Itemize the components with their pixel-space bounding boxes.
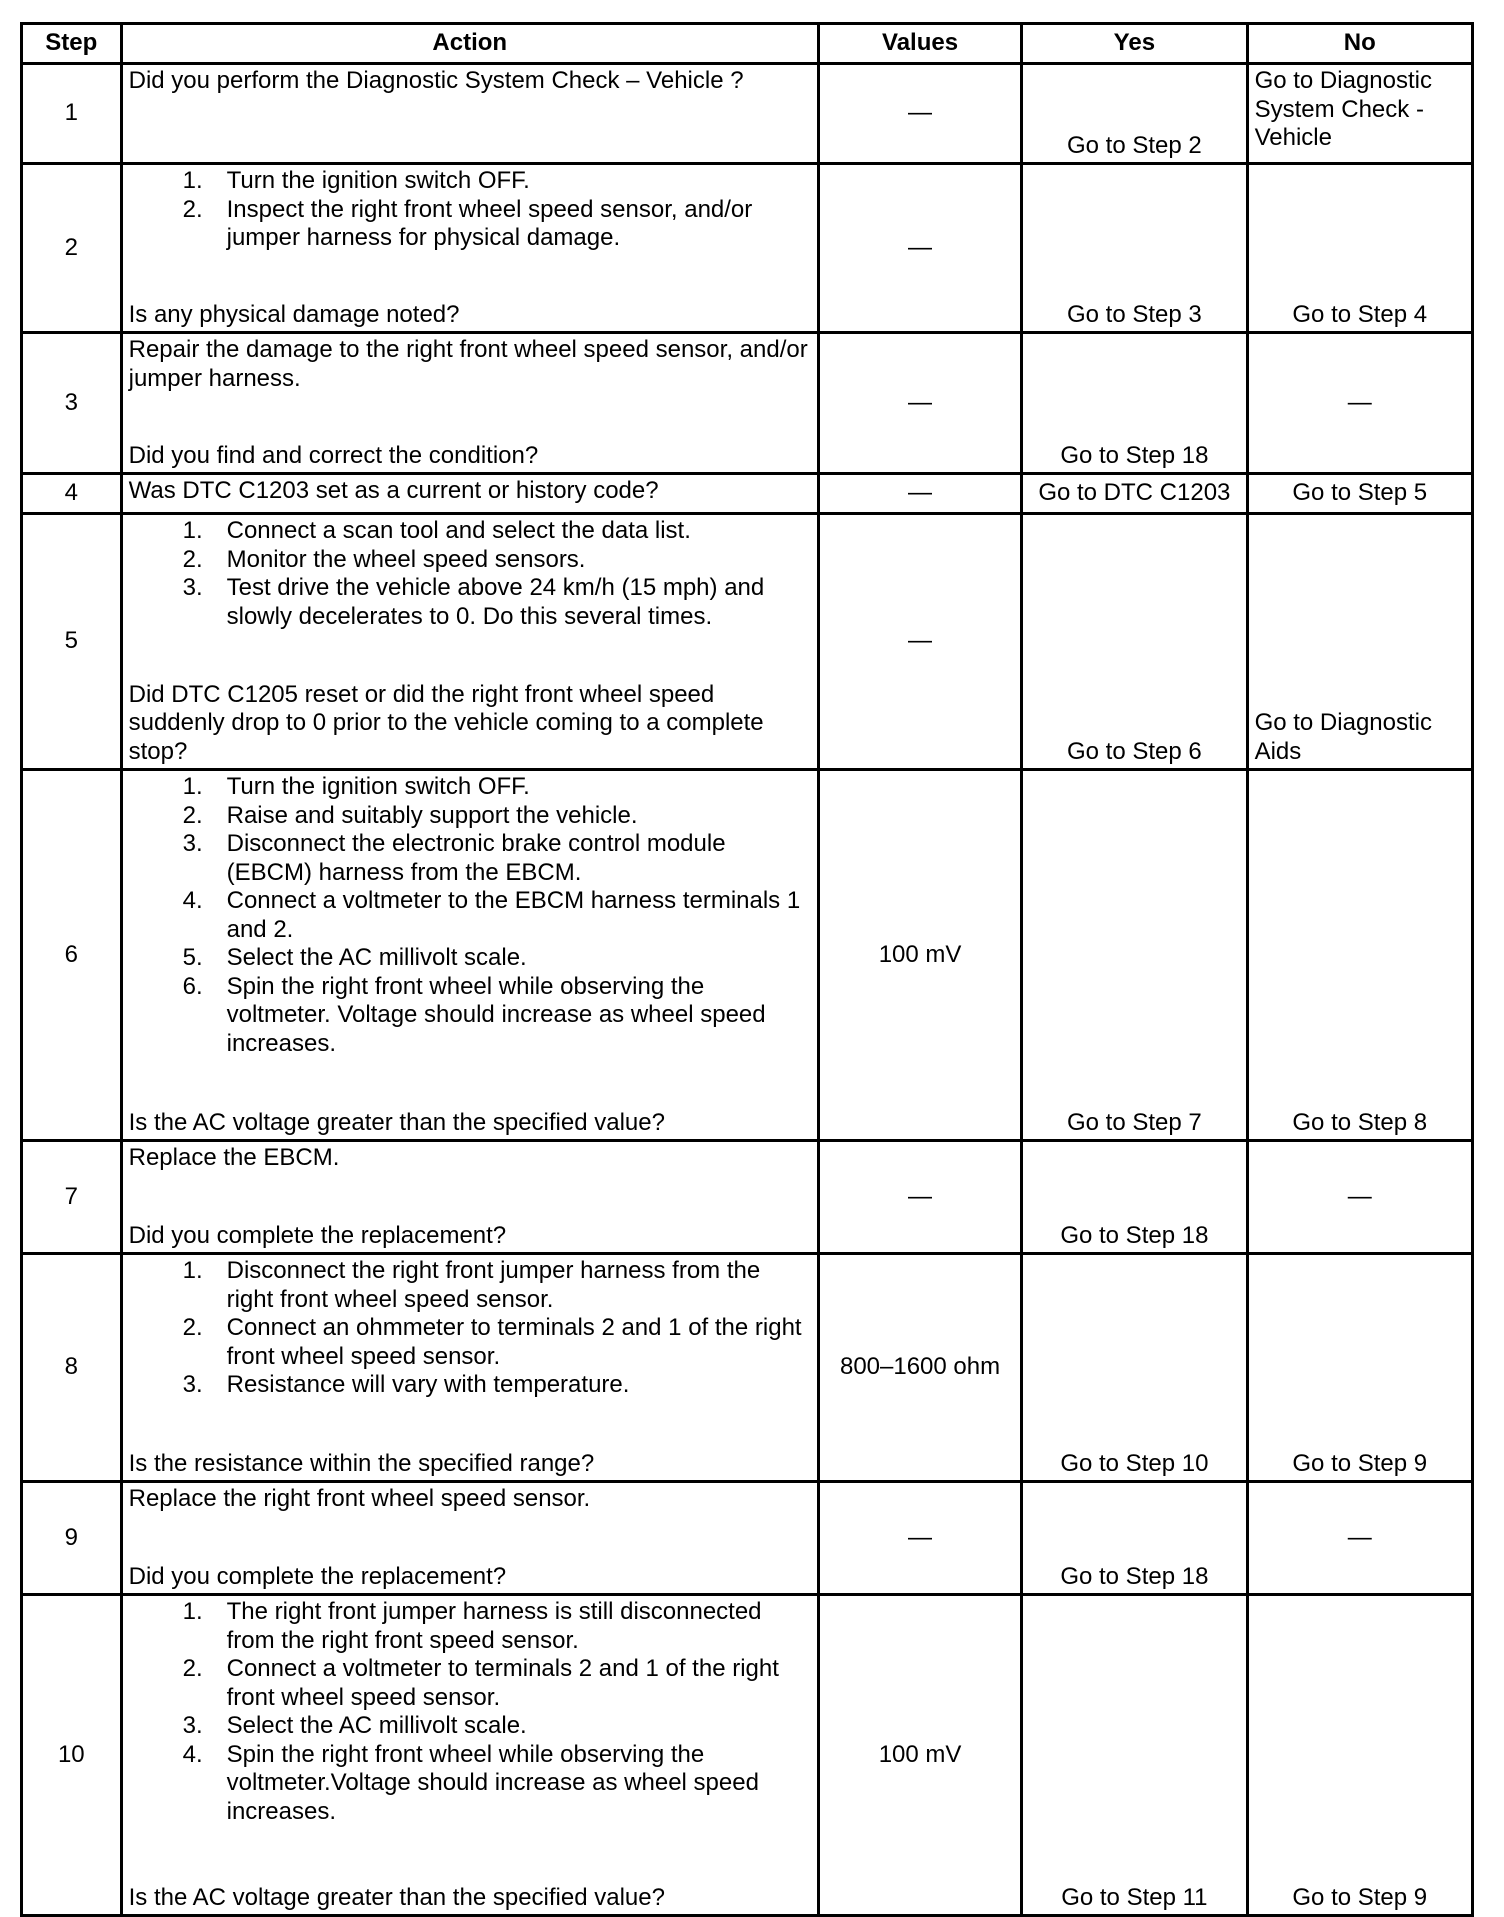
header-step: Step [22,24,122,64]
action-step-number: 2. [182,545,203,573]
table-row [22,474,1473,514]
action-step-text: Select the AC millivolt scale. [226,944,527,971]
action-step-item [183,944,811,973]
action-step-list [129,517,811,631]
action-question: Did DTC C1205 reset or did the right front wheel speed suddenly drop to 0 prior to the vehicle coming to a complete stop? [128,680,764,765]
no-text: Go to Diagnostic System Check - Vehicle [1254,67,1432,151]
table-row [22,1254,1473,1482]
step-cell: 3 [22,333,122,474]
action-step-number: 2. [182,1314,203,1341]
action-step-number: 6. [182,972,203,1000]
action-step-text: Select the AC millivolt scale. [226,1712,527,1739]
action-step-number: 2. [182,801,203,829]
action-step-text: Spin the right front wheel while observing the voltmeter.Voltage should increase as wheel speed increases. [226,1740,759,1825]
header-row [22,24,1473,64]
action-step-item [183,546,811,575]
action-instructions [129,1144,811,1173]
action-step-number: 5. [182,944,203,971]
step-cell: 1 [22,64,122,164]
action-cell [121,1595,818,1916]
action-question: Is any physical damage noted? [128,300,460,328]
action-question: Is the resistance within the specified range? [128,1449,595,1477]
step-cell: 4 [22,474,122,514]
action-step-text: Test drive the vehicle above 24 km/h (15 mph) and slowly decelerates to 0. Do this several times. [226,574,765,630]
no-cell [1247,1595,1472,1916]
action-content [123,475,817,512]
action-step-item [183,887,811,944]
no-cell [1247,770,1472,1141]
yes-text: Go to Step 18 [1060,1221,1209,1249]
yes-cell [1022,333,1247,474]
step-cell: 6 [22,770,122,1141]
no-text: Go to Step 9 [1292,1449,1428,1477]
action-instructions [129,773,811,1058]
action-content [123,1142,817,1252]
yes-cell [1022,1254,1247,1482]
action-step-text: Disconnect the right front jumper harness from the right front wheel speed sensor. [226,1257,761,1313]
action-instructions [129,1598,811,1826]
yes-cell [1022,770,1247,1141]
action-content [123,1596,817,1914]
action-cell [121,333,818,474]
no-text: Go to Diagnostic Aids [1254,709,1432,765]
yes-cell: Go to DTC C1203 [1022,474,1247,514]
action-step-item [183,1371,811,1400]
table-row [22,333,1473,474]
action-step-number: 3. [182,830,203,857]
yes-cell [1022,1141,1247,1254]
action-content [123,515,817,768]
table-row [22,1141,1473,1254]
action-instructions [129,67,811,96]
action-intro: Replace the right front wheel speed sensor. [128,1485,591,1512]
action-step-number: 1. [182,517,203,544]
action-content [123,1255,817,1480]
action-step-item [183,1712,811,1741]
values-cell: 100 mV [818,1595,1021,1916]
yes-text: Go to Step 2 [1066,131,1202,159]
action-step-item [183,802,811,831]
table-row [22,1482,1473,1595]
action-step-text: Turn the ignition switch OFF. [226,773,530,800]
yes-text: Go to Step 10 [1060,1449,1209,1477]
table-body [22,64,1473,1916]
action-step-number: 1. [182,167,203,194]
action-question: Is the AC voltage greater than the specified value? [128,1883,665,1911]
table-row [22,770,1473,1141]
action-cell [121,474,818,514]
action-step-item [183,830,811,887]
action-content [123,1483,817,1593]
action-content [123,165,817,331]
yes-cell [1022,64,1247,164]
action-step-item [183,773,811,802]
table-row [22,164,1473,333]
action-cell [121,64,818,164]
values-cell: — [818,164,1021,333]
action-step-text: The right front jumper harness is still disconnected from the right front speed sensor. [226,1598,762,1654]
action-intro: Replace the EBCM. [128,1144,340,1171]
no-cell: — [1247,1482,1472,1595]
action-step-number: 1. [182,1598,203,1625]
diagnostic-table-container [20,22,1474,1911]
action-instructions [129,1257,811,1400]
no-cell [1247,64,1472,164]
action-step-item [183,1314,811,1371]
action-step-text: Resistance will vary with temperature. [226,1371,630,1398]
action-step-list [129,773,811,1058]
no-cell: — [1247,1141,1472,1254]
action-step-text: Monitor the wheel speed sensors. [226,545,586,573]
action-step-item [183,196,811,253]
diagnostic-table [20,22,1474,1917]
step-cell: 5 [22,514,122,770]
action-cell [121,514,818,770]
no-cell [1247,164,1472,333]
header-yes: Yes [1022,24,1247,64]
action-step-text: Inspect the right front wheel speed sensor, and/or jumper harness for physical damage. [226,195,753,251]
values-cell: 100 mV [818,770,1021,1141]
action-cell [121,1482,818,1595]
action-instructions [129,517,811,631]
values-cell: — [818,514,1021,770]
step-cell: 9 [22,1482,122,1595]
yes-text: Go to Step 7 [1066,1108,1202,1136]
action-intro: Repair the damage to the right front wheel speed sensor, and/or jumper harness. [128,336,808,392]
action-step-number: 3. [182,574,203,601]
table-row [22,64,1473,164]
action-step-text: Connect a voltmeter to the EBCM harness terminals 1 and 2. [226,887,801,943]
action-step-item [183,1655,811,1712]
action-step-number: 4. [182,1740,203,1768]
action-intro: Did you perform the Diagnostic System Check – Vehicle ? [128,67,744,94]
action-question: Is the AC voltage greater than the specified value? [128,1108,665,1136]
no-text: Go to Step 9 [1292,1883,1428,1911]
action-step-item [183,973,811,1059]
no-cell: Go to Step 5 [1247,474,1472,514]
no-text: Go to Step 4 [1292,300,1428,328]
action-content [123,771,817,1139]
yes-cell [1022,514,1247,770]
step-cell: 7 [22,1141,122,1254]
yes-text: Go to Step 18 [1060,441,1209,469]
step-cell: 2 [22,164,122,333]
table-row [22,1595,1473,1916]
action-step-number: 1. [182,1257,203,1284]
action-instructions [129,336,811,393]
action-step-text: Connect a scan tool and select the data list. [226,517,691,544]
action-step-item [183,1598,811,1655]
yes-text: Go to Step 6 [1066,737,1202,765]
action-step-list [129,167,811,253]
values-cell: 800–1600 ohm [818,1254,1021,1482]
action-instructions [129,167,811,253]
action-step-item [183,167,811,196]
action-step-number: 3. [182,1712,203,1739]
table-row [22,514,1473,770]
action-step-text: Connect a voltmeter to terminals 2 and 1 of the right front wheel speed sensor. [226,1655,779,1711]
yes-cell [1022,1595,1247,1916]
step-cell: 8 [22,1254,122,1482]
action-step-number: 1. [182,773,203,800]
action-instructions [129,477,811,506]
action-question: Did you complete the replacement? [128,1562,507,1590]
action-content [123,334,817,472]
action-cell [121,1141,818,1254]
values-cell: — [818,1141,1021,1254]
action-step-item [183,1741,811,1827]
yes-text: Go to Step 18 [1060,1562,1209,1590]
action-step-item [183,574,811,631]
no-text: Go to Step 8 [1292,1108,1428,1136]
action-question: Did you complete the replacement? [128,1221,507,1249]
action-step-list [129,1598,811,1826]
yes-cell [1022,164,1247,333]
action-content [123,65,817,162]
action-step-text: Turn the ignition switch OFF. [226,167,530,194]
action-step-item [183,1257,811,1314]
values-cell: — [818,64,1021,164]
values-cell: — [818,1482,1021,1595]
step-cell: 10 [22,1595,122,1916]
yes-cell [1022,1482,1247,1595]
no-cell [1247,514,1472,770]
action-instructions [129,1485,811,1514]
action-cell [121,1254,818,1482]
action-step-text: Disconnect the electronic brake control module (EBCM) harness from the EBCM. [226,830,726,886]
header-no: No [1247,24,1472,64]
values-cell: — [818,333,1021,474]
action-question: Did you find and correct the condition? [128,441,539,469]
action-step-item [183,517,811,546]
action-step-number: 2. [182,1655,203,1682]
action-step-text: Spin the right front wheel while observing the voltmeter. Voltage should increase as wheel speed increases. [226,972,766,1057]
yes-text: Go to Step 3 [1066,300,1202,328]
action-step-text: Raise and suitably support the vehicle. [226,801,638,829]
action-step-text: Connect an ohmmeter to terminals 2 and 1 of the right front wheel speed sensor. [226,1314,802,1370]
action-step-list [129,1257,811,1400]
action-step-number: 2. [182,195,203,223]
action-step-number: 4. [182,887,203,914]
action-intro: Was DTC C1203 set as a current or history code? [128,477,659,504]
no-cell [1247,1254,1472,1482]
action-step-number: 3. [182,1371,203,1398]
yes-text: Go to Step 11 [1061,1883,1208,1911]
values-cell: — [818,474,1021,514]
action-cell [121,164,818,333]
action-cell [121,770,818,1141]
no-cell: — [1247,333,1472,474]
header-values: Values [818,24,1021,64]
header-action: Action [121,24,818,64]
